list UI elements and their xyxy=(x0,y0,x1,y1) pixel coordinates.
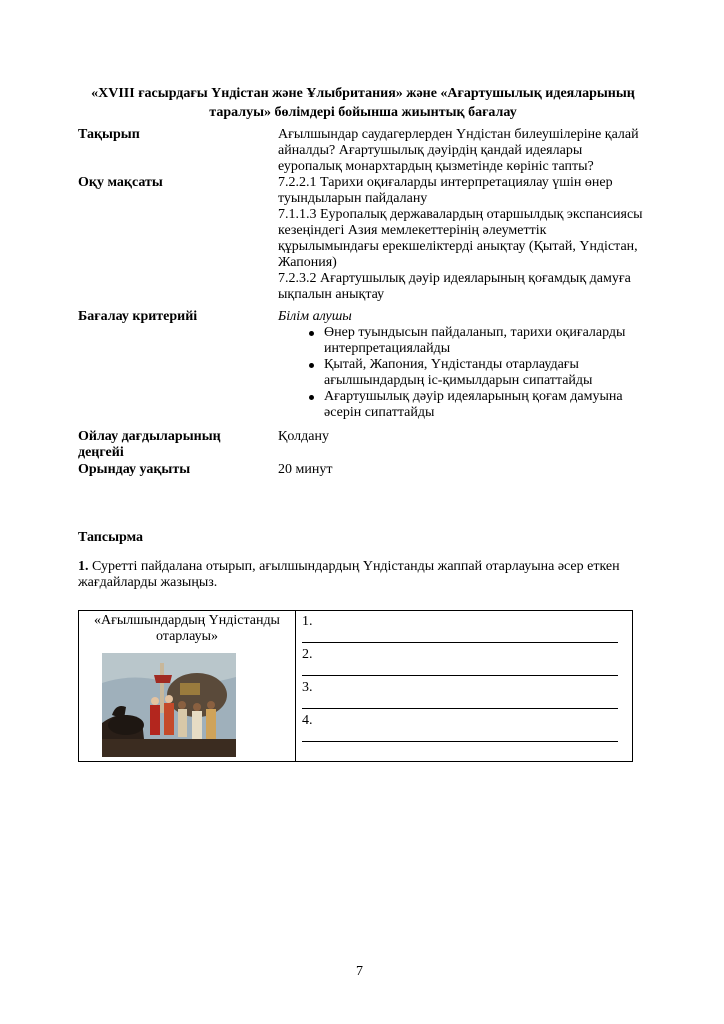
time-label: Орындау уақыты xyxy=(78,462,191,477)
answer-line-number: 1. xyxy=(302,614,313,629)
criteria-item: Қытай, Жапония, Үндістанды отарлаудағы ағылшындардың іс-қимылдарын сипаттайды xyxy=(278,357,648,389)
criteria-value xyxy=(278,309,648,421)
goals-label: Оқу мақсаты xyxy=(78,175,163,190)
image-caption: «Ағылшындардың Үндістанды отарлауы» xyxy=(94,613,280,644)
thinking-value: Қолдану xyxy=(278,429,329,444)
answer-line[interactable] xyxy=(296,611,632,644)
answer-line[interactable] xyxy=(296,710,632,743)
answer-rule xyxy=(302,708,618,709)
topic-value: Ағылшындар саудагерлерден Үндістан билеушілеріне қалай айналды? Ағартушылық дәуірдің қандай идеялары еуропалық монархтардың қызметінде көрініс тапты? xyxy=(278,127,639,174)
goals-value xyxy=(278,175,648,303)
answer-line-number: 3. xyxy=(302,680,313,695)
time-value: 20 минут xyxy=(278,462,333,477)
answer-rule xyxy=(302,642,618,643)
topic-label: Тақырып xyxy=(78,127,140,142)
task-number: 1. xyxy=(78,559,89,574)
answer-line[interactable] xyxy=(296,644,632,677)
criteria-label: Бағалау критерийі xyxy=(78,309,198,324)
task-instruction: Суретті пайдалана отырып, ағылшындардың Үндістанды жаппай отарлауына әсер еткен жағдайларды жазыңыз. xyxy=(78,559,620,590)
title-line-1: «XVIII ғасырдағы Үндістан және Ұлыбритания» және «Ағартушылық идеяларының xyxy=(91,86,635,101)
criteria-item: Өнер туындысын пайдаланып, тарихи оқиғаларды интерпретациялайды xyxy=(278,325,648,357)
painting-image xyxy=(102,653,236,757)
task-text xyxy=(78,559,648,591)
goal-item: 7.1.1.3 Еуропалық державалардың отаршылдық экспансиясы кезеңіндегі Азия мемлекеттерінің әлеуметтік құрылымындағы ерекшеліктерді анықтау (Қытай, Үндістан, Жапония) xyxy=(278,207,643,270)
criteria-list xyxy=(278,325,648,421)
thinking-label: Ойлау дағдыларының деңгейі xyxy=(78,429,221,460)
image-cell xyxy=(79,611,296,762)
answer-rule xyxy=(302,675,618,676)
criteria-item: Ағартушылық дәуір идеяларының қоғам дамуына әсерін сипаттайды xyxy=(278,389,648,421)
title-line-2: таралуы» бөлімдері бойынша жиынтық бағалау xyxy=(209,105,517,120)
goal-item: 7.2.2.1 Тарихи оқиғаларды интерпретациялау үшін өнер туындыларын пайдалану xyxy=(278,175,613,206)
answer-table xyxy=(78,610,633,762)
page-number: 7 xyxy=(356,964,363,979)
criteria-intro: Білім алушы xyxy=(278,309,352,324)
task-heading: Тапсырма xyxy=(78,530,144,545)
answer-line[interactable] xyxy=(296,677,632,710)
goal-item: 7.2.3.2 Ағартушылық дәуір идеяларының қоғамдық дамуға ықпалын анықтау xyxy=(278,271,631,302)
answer-line-number: 4. xyxy=(302,713,313,728)
answer-line-number: 2. xyxy=(302,647,313,662)
answer-lines-cell xyxy=(296,611,633,762)
answer-rule xyxy=(302,741,618,742)
document-title xyxy=(78,84,648,122)
